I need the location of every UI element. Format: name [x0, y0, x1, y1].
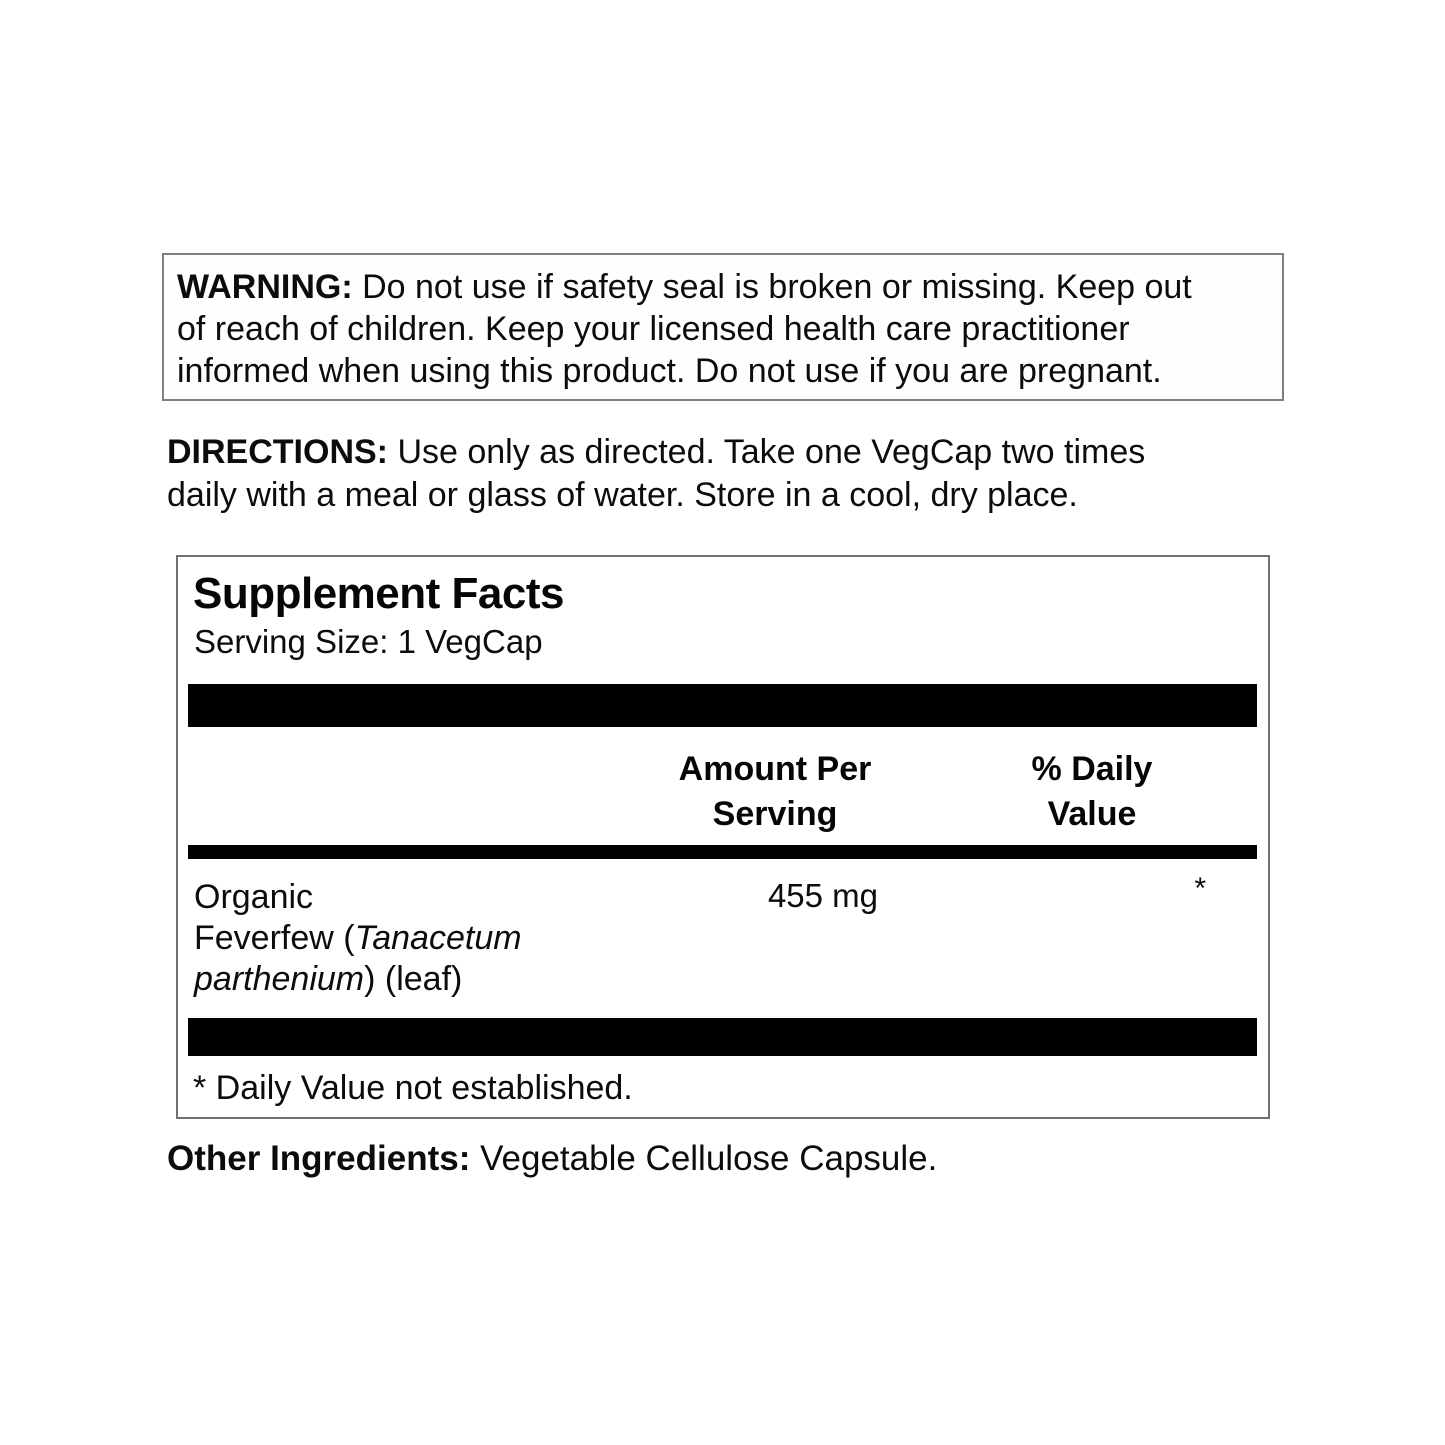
- column-header-amount-per-serving: Amount Per Serving: [678, 750, 872, 833]
- divider-bar-thick-top: [188, 684, 1257, 727]
- warning-box: [162, 253, 1284, 401]
- divider-bar-thick-bottom: [188, 1018, 1257, 1056]
- warning-text: WARNING: Do not use if safety seal is broken or missing. Keep out of reach of children. Keep your licensed health care practitioner informed when using this product. Do not use if you are pregnant.: [177, 268, 1192, 390]
- ingredient-daily-value: *: [1194, 872, 1206, 905]
- other-ingredients: Other Ingredients: Vegetable Cellulose Capsule.: [167, 1139, 938, 1178]
- other-ingredients-label: Other Ingredients:: [167, 1139, 471, 1178]
- daily-value-footnote: * Daily Value not established.: [193, 1069, 633, 1107]
- serving-size: Serving Size: 1 VegCap: [194, 623, 543, 660]
- column-header-percent-daily-value: % Daily Value: [1031, 750, 1153, 833]
- supplement-facts-panel: [176, 555, 1270, 1119]
- directions-text: DIRECTIONS: Use only as directed. Take one VegCap two times daily with a meal or glass of water. Store in a cool, dry place.: [167, 433, 1146, 514]
- warning-label: WARNING:: [177, 268, 353, 306]
- directions-label: DIRECTIONS:: [167, 433, 388, 471]
- divider-bar-thin: [188, 845, 1257, 859]
- ingredient-name: Organic Feverfew (Tanacetum parthenium) (leaf): [194, 878, 522, 998]
- supplement-facts-title: Supplement Facts: [193, 569, 564, 618]
- ingredient-amount: 455 mg: [767, 877, 879, 914]
